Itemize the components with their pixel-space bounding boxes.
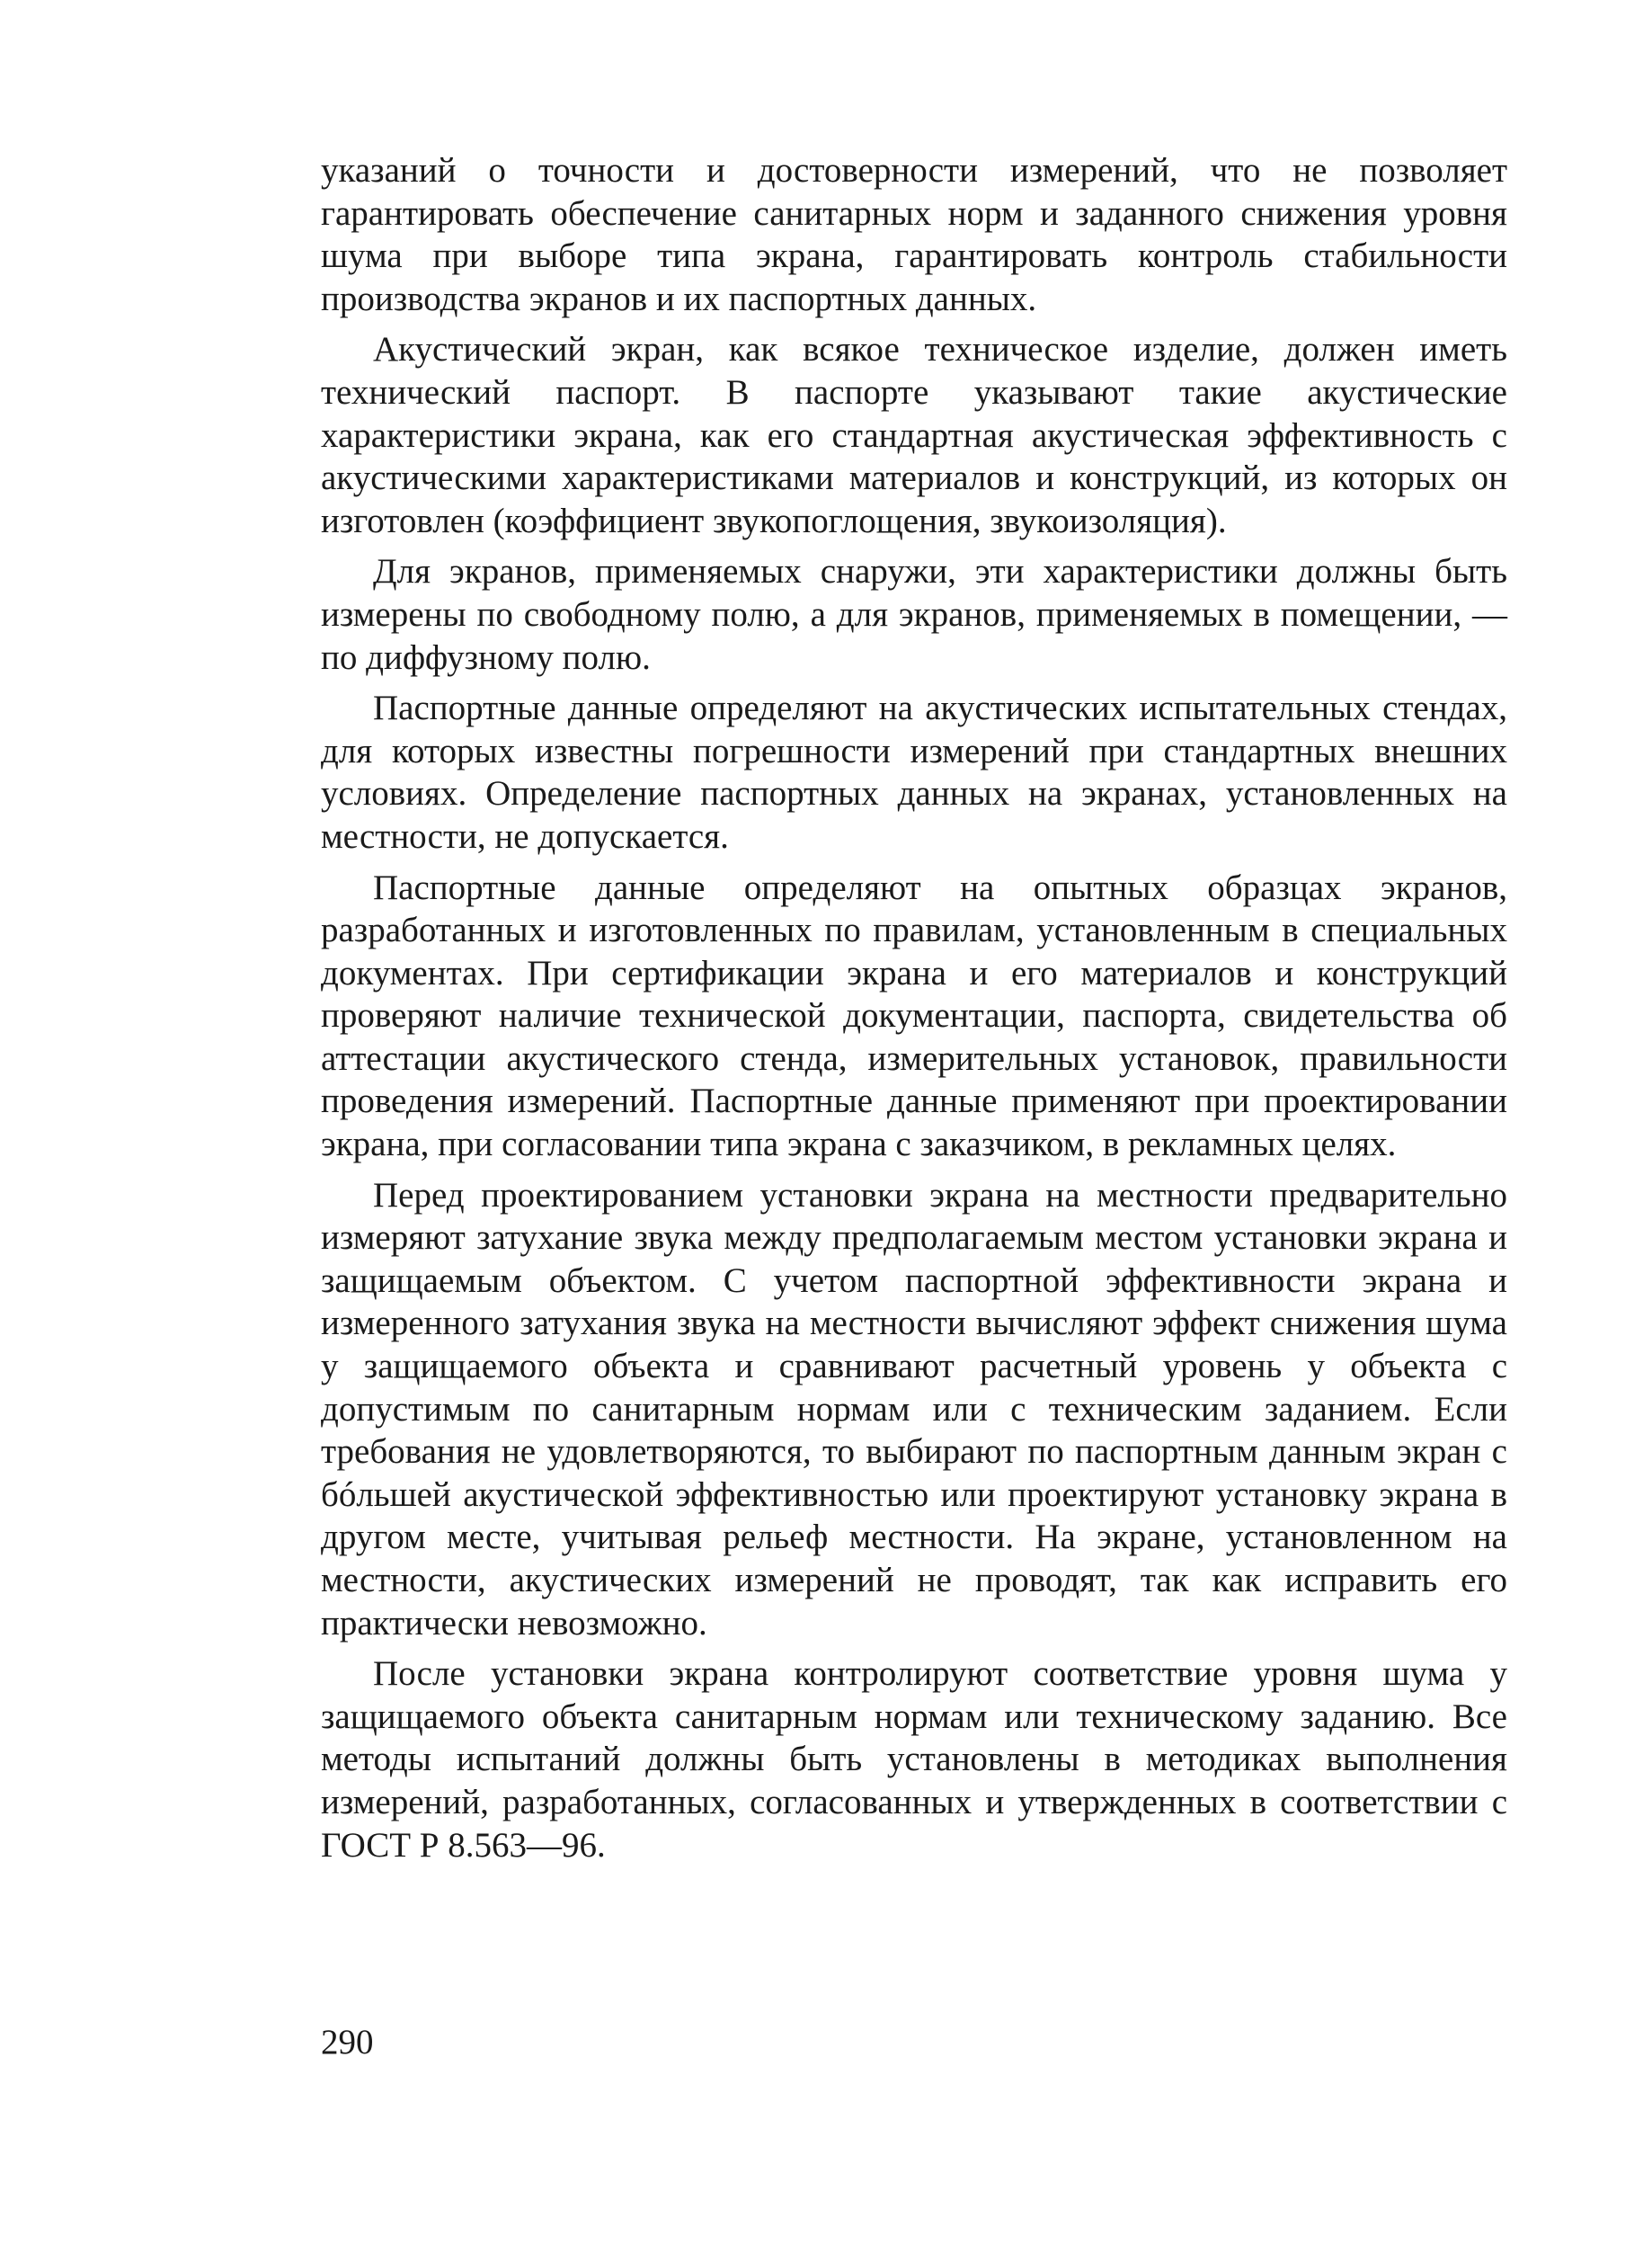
paragraph-technical-passport: Акустический экран, как всякое техническое изделие, должен иметь технический паспорт. В паспорте указывают такие акустические характеристики экрана, как его стандартная акустическая эффективность с акустическими характеристиками материалов и конструкций, из которых он изготовлен (коэффициент звукопоглощения, звукоизоляция). — [321, 330, 1507, 540]
paragraph-after-installation: После установки экрана контролируют соответствие уровня шума у защищаемого объекта санитарным нормам или техническому заданию. Все методы испытаний должны быть установлены в методиках выполнения измерений, разработанных, согласованных и утвержденных в соответствии с ГОСТ Р 8.563—96. — [321, 1654, 1507, 1865]
paragraph-design-installation: Перед проектированием установки экрана на местности предварительно измеряют затухание звука между предполагаемым местом установки экрана и защищаемым объектом. С учетом паспортной эффективности экрана и измеренного затухания звука на местности вычисляют эффект снижения шума у защищаемого объекта и сравнивают расчетный уровень у объекта с допустимым по санитарным нормам или с техническим заданием. Если требования не удовлетворяются, то выбирают по паспортным данным экран с бóльшей акустической эффективностью или проектируют установку экрана в другом месте, учитывая рельеф местности. На экране, установленном на местности, акустических измерений не проводят, так как исправить его практически невозможно. — [321, 1175, 1507, 1643]
page-number: 290 — [321, 2023, 374, 2061]
paragraph-outdoor-screens: Для экранов, применяемых снаружи, эти характеристики должны быть измерены по свободному полю, а для экранов, применяемых в помещении, — по диффузному полю. — [321, 552, 1507, 677]
paragraph-continuation: указаний о точности и достоверности измерений, что не позволяет гарантировать обеспечение санитарных норм и заданного снижения уровня шума при выборе типа экрана, гарантировать контроль стабильности производства экранов и их паспортных данных. — [321, 151, 1507, 318]
body-text — [321, 149, 1507, 1874]
paragraph-prototype-samples: Паспортные данные определяют на опытных образцах экранов, разработанных и изготовленных по правилам, установленным в специальных документах. При сертификации экрана и его материалов и конструкций проверяют наличие технической документации, паспорта, свидетельства об аттестации акустического стенда, измерительных установок, правильности проведения измерений. Паспортные данные применяют при проектировании экрана, при согласовании типа экрана с заказчиком, в рекламных целях. — [321, 868, 1507, 1164]
paragraph-test-stands: Паспортные данные определяют на акустических испытательных стендах, для которых известны погрешности измерений при стандартных внешних условиях. Определение паспортных данных на экранах, установленных на местности, не допускается. — [321, 689, 1507, 856]
